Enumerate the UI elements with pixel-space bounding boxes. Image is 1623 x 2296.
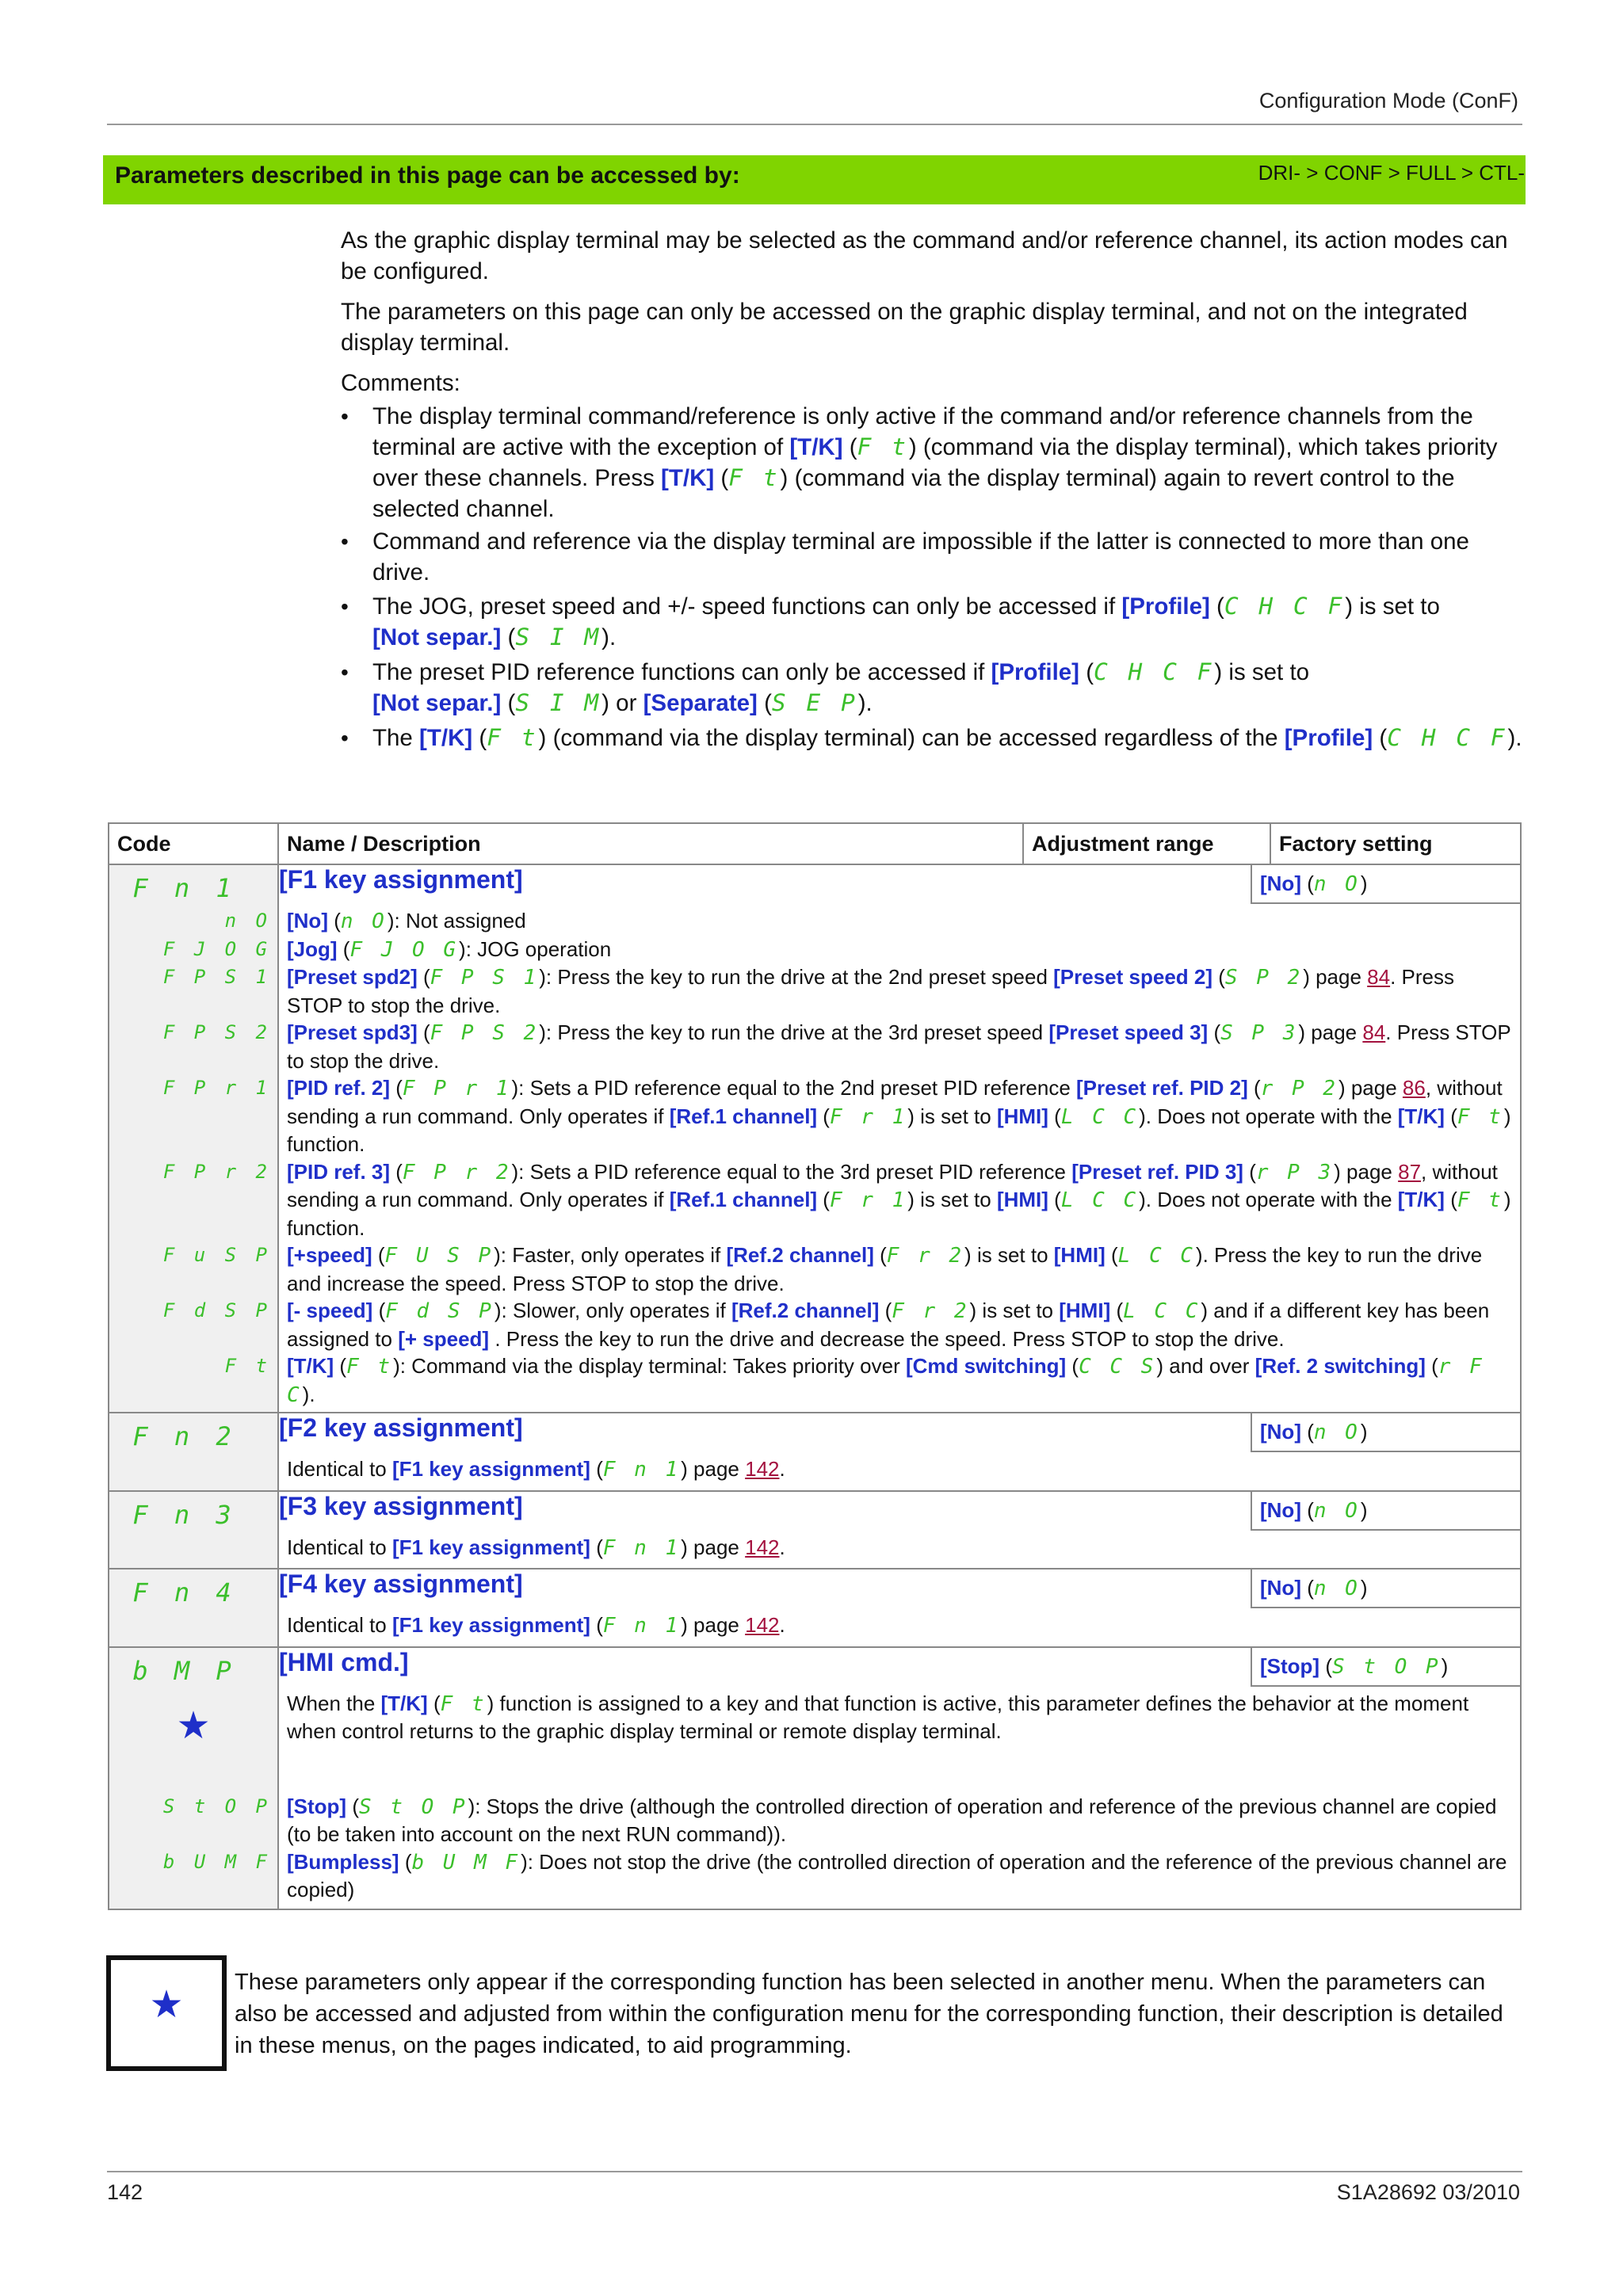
comments-label: Comments:: [341, 370, 460, 396]
description-text: : Sets a PID reference equal to the 2nd preset PID reference: [518, 1076, 1077, 1100]
description-text: : Stops the drive (although the controlled direction of operation and reference of the previous channel are copied (to be taken into account on the next RUN command)).: [287, 1794, 1497, 1846]
table-row: [109, 1413, 1521, 1491]
factory-setting: [No] (n O): [1251, 1569, 1520, 1608]
factory-setting: [No] (n O): [1251, 865, 1520, 903]
factory-setting: [No] (n O): [1251, 1413, 1520, 1451]
param-code: b M P: [132, 1655, 237, 1686]
param-name: [F4 key assignment]: [279, 1569, 523, 1598]
page-link[interactable]: 142: [745, 1613, 780, 1637]
bullet-dot: •: [341, 594, 349, 619]
code-cell: [109, 1647, 278, 1909]
param-name: [F2 key assignment]: [279, 1413, 523, 1442]
col-header-range: Adjustment range: [1023, 823, 1270, 864]
col-header-factory: Factory setting: [1270, 823, 1521, 864]
description-text: . Press the key to run the drive and increase the speed. Press STOP to stop the drive.: [287, 1243, 1483, 1295]
list-item: [287, 1019, 1512, 1074]
list-item: [287, 1793, 1512, 1848]
param-code: (F r 2): [884, 1299, 977, 1323]
param-label: [PID ref. 3]: [287, 1159, 396, 1184]
param-code: (F U S P): [377, 1243, 501, 1268]
bullet-dot: •: [341, 529, 349, 554]
bullet-5: The [T/K] (F t) (command via the display terminal) can be accessed regardless of the [Profile] (C H C F).: [372, 724, 1522, 751]
param-code: (F d S P): [378, 1299, 502, 1323]
param-label: [Preset ref. PID 2]: [1076, 1076, 1254, 1100]
param-code: (L C C): [1110, 1243, 1203, 1268]
description-text: : Does not stop the drive (the controlled direction of operation and the reference of the previous channel are copied): [287, 1849, 1507, 1901]
page-link[interactable]: 84: [1362, 1020, 1386, 1044]
code-cell: [109, 1413, 278, 1491]
param-name: [HMI cmd.]: [279, 1647, 409, 1676]
option-code: F u S P: [162, 1244, 271, 1266]
description-text: . Does not operate with the: [1145, 1104, 1398, 1128]
param-code: (F J O G): [342, 936, 466, 962]
param-label: [Ref. 2 switching]: [1254, 1354, 1432, 1378]
description-text: : JOG operation: [465, 936, 612, 961]
description-text: function.: [287, 1132, 365, 1156]
header-title: Configuration Mode (ConF): [1258, 89, 1518, 113]
bullet-1: The display terminal command/reference is only active if the command and/or reference channels from the terminal are active with the exception of [T/K] (F t) (command via the display terminal), which takes priority over these channels. Press [T/K] (F t) (command via the display terminal) again to revert control to the selected channel.: [372, 403, 1498, 522]
desc-cell: [278, 1569, 1521, 1647]
identical-note: Identical to [F1 key assignment] (F n 1) page 142.: [287, 1613, 785, 1638]
param-label: [Cmd switching]: [905, 1354, 1072, 1378]
param-label: [Preset speed 2]: [1053, 965, 1219, 989]
list-item: [287, 1241, 1512, 1297]
param-code: (S t O P): [352, 1794, 475, 1819]
param-label: [Stop]: [287, 1794, 353, 1818]
page-number: 142: [107, 2180, 143, 2204]
param-code: (L C C): [1116, 1299, 1209, 1323]
option-code: n O: [224, 910, 271, 932]
param-code: (F r 1): [823, 1188, 915, 1212]
page-link[interactable]: 142: [745, 1457, 780, 1481]
param-label: [+ speed]: [398, 1326, 495, 1351]
list-item: [287, 1352, 1512, 1409]
description-text: : Command via the display terminal: Takes priority over: [399, 1354, 906, 1378]
param-label: [T/K]: [287, 1354, 340, 1378]
bullet-dot: •: [341, 404, 349, 429]
code-cell: [109, 1569, 278, 1647]
code-cell: [109, 864, 278, 1413]
footer-divider: [107, 2171, 1522, 2172]
description-text: page: [1340, 1159, 1399, 1184]
bullet-3: The JOG, preset speed and +/- speed functions can only be accessed if [Profile] (C H C F) is set to [Not separ.] (S I M).: [372, 593, 1440, 650]
param-name: [F1 key assignment]: [279, 865, 523, 894]
factory-setting: [Stop] (S t O P): [1251, 1648, 1520, 1686]
param-label: [T/K]: [1397, 1104, 1451, 1128]
note-box: [106, 1955, 227, 2071]
star-icon: ★: [176, 1704, 211, 1747]
description-text: , without sending a run command. Only operates if: [287, 1159, 1498, 1211]
option-code: S t O P: [162, 1794, 271, 1817]
param-label: [Bumpless]: [287, 1849, 405, 1874]
param-code: (F P r 1): [395, 1076, 519, 1100]
option-code: F d S P: [162, 1299, 271, 1322]
note-text: These parameters only appear if the corresponding function has been selected in another menu. When the parameters can also be accessed and adjusted from within the configuration menu for the corresponding function, their description is detailed in these menus, on the pages indicated, to aid programming.: [235, 1970, 1503, 2058]
description-text: : Faster, only operates if: [500, 1243, 727, 1267]
table-row: [109, 1569, 1521, 1647]
param-code: (F P S 1): [422, 965, 546, 990]
option-list: [279, 904, 1520, 1412]
option-code: F P r 1: [162, 1077, 271, 1099]
option-list: [279, 1790, 1520, 1909]
param-code: (F P S 2): [422, 1020, 546, 1045]
param-label: [Ref.1 channel]: [669, 1104, 823, 1128]
description-text: and if a different key has been assigned to: [287, 1299, 1490, 1351]
param-code: (L C C): [1054, 1104, 1146, 1129]
param-label: [Preset spd2]: [287, 965, 423, 989]
identical-note: Identical to [F1 key assignment] (F n 1) page 142.: [287, 1457, 785, 1482]
list-item: [287, 1848, 1512, 1904]
param-code: (L C C): [1054, 1188, 1146, 1212]
table-row: [109, 1491, 1521, 1569]
desc-cell: [278, 864, 1521, 1413]
param-code: F n 4: [132, 1577, 237, 1608]
param-label: [No]: [287, 909, 334, 933]
param-code: F n 3: [132, 1499, 237, 1530]
param-code: (F P r 2): [395, 1159, 519, 1184]
description-text: . Does not operate with the: [1145, 1188, 1398, 1211]
param-code: (F r 2): [880, 1243, 972, 1268]
option-codes: [109, 1748, 277, 1873]
bullet-dot: •: [341, 660, 349, 685]
identical-note: Identical to [F1 key assignment] (F n 1) page 142.: [287, 1535, 785, 1560]
description-text: is set to: [971, 1243, 1054, 1267]
table-row: [109, 864, 1521, 1413]
option-code: F J O G: [162, 937, 271, 960]
table-row: [109, 1647, 1521, 1909]
page-link[interactable]: 84: [1367, 965, 1391, 989]
description-text: is set to: [976, 1299, 1060, 1322]
param-code: F n 2: [132, 1421, 237, 1451]
description-text: . Press STOP to stop the drive.: [287, 965, 1454, 1017]
param-name: [F3 key assignment]: [279, 1491, 523, 1520]
header-divider: [107, 124, 1522, 125]
col-header-name: Name / Description: [278, 823, 1023, 864]
col-header-code: Code: [109, 823, 278, 864]
list-item: [287, 1158, 1512, 1242]
param-label: [HMI]: [996, 1104, 1055, 1128]
page-link[interactable]: 142: [745, 1535, 780, 1559]
intro-paragraph-2: The parameters on this page can only be accessed on the graphic display terminal, and not on the integrated display terminal.: [341, 299, 1468, 356]
param-description: [279, 1687, 1520, 1790]
description-text: . Press STOP to stop the drive.: [287, 1020, 1511, 1073]
param-code: (F r 1): [823, 1104, 915, 1129]
param-label: [PID ref. 2]: [287, 1076, 396, 1100]
param-label: [Ref.2 channel]: [731, 1299, 885, 1322]
description-text: : Not assigned: [394, 909, 526, 933]
param-label: [Jog]: [287, 936, 343, 961]
bullet-dot: •: [341, 726, 349, 750]
option-code: F P r 2: [162, 1160, 271, 1183]
option-code: F t: [224, 1355, 271, 1377]
description-text: When the: [287, 1691, 381, 1715]
document-reference: S1A28692 03/2010: [1336, 2180, 1520, 2204]
param-code: (F t): [1450, 1188, 1511, 1212]
bullet-4: The preset PID reference functions can only be accessed if [Profile] (C H C F) is set to [Not separ.] (S I M) or [Separate] (S E P).: [372, 658, 1310, 716]
param-code: (C C S): [1071, 1354, 1164, 1379]
description-text: .: [309, 1382, 315, 1406]
param-label: [HMI]: [1053, 1243, 1111, 1267]
param-label: [Preset speed 3]: [1048, 1020, 1214, 1044]
description-text: page: [1309, 965, 1368, 989]
description-text: : Press the key to run the drive at the 3rd preset speed: [545, 1020, 1049, 1044]
option-codes: [109, 903, 277, 1377]
param-code: (F t): [339, 1354, 400, 1379]
param-label: [- speed]: [287, 1299, 379, 1322]
description-text: function is assigned to a key and that function is active, this parameter defines the behavior at the moment when control returns to the graphic display terminal or remote display terminal.: [287, 1691, 1469, 1743]
param-code: (n O): [334, 909, 395, 933]
description-text: : Slower, only operates if: [501, 1299, 731, 1322]
parameter-table: [108, 822, 1522, 1910]
code-cell: [109, 1491, 278, 1569]
param-label: [HMI]: [1059, 1299, 1117, 1322]
description-text: page: [1305, 1020, 1363, 1044]
description-text: , without sending a run command. Only operates if: [287, 1076, 1503, 1128]
param-code: (r P 2): [1254, 1076, 1346, 1100]
page-link[interactable]: 86: [1402, 1076, 1426, 1100]
param-code: (b U M F): [404, 1849, 528, 1875]
param-label: [Preset spd3]: [287, 1020, 423, 1044]
param-label: [Ref.1 channel]: [669, 1188, 823, 1211]
list-item: [287, 1074, 1512, 1158]
description-text: is set to: [914, 1104, 997, 1128]
list-item: [287, 907, 1512, 936]
description-text: : Sets a PID reference equal to the 3rd preset PID reference: [518, 1159, 1072, 1184]
option-code: b U M F: [162, 1850, 271, 1873]
param-code: (S P 3): [1213, 1020, 1306, 1045]
page-link[interactable]: 87: [1398, 1159, 1422, 1184]
option-code: F P S 1: [162, 966, 271, 988]
menu-path: DRI- > CONF > FULL > CTL-: [1258, 161, 1525, 185]
banner-title: Parameters described in this page can be accessed by:: [115, 162, 740, 189]
param-code: (F t): [1450, 1104, 1511, 1129]
desc-cell: [278, 1647, 1521, 1909]
description-text: page: [1345, 1076, 1403, 1100]
param-label: [+speed]: [287, 1243, 378, 1267]
option-code: F P S 2: [162, 1021, 271, 1043]
description-text: . Press the key to run the drive and decrease the speed. Press STOP to stop the drive.: [495, 1326, 1285, 1351]
list-item: [287, 963, 1512, 1019]
param-label: [T/K]: [380, 1691, 433, 1715]
description-text: is set to: [914, 1188, 997, 1211]
intro-paragraph-1: As the graphic display terminal may be selected as the command and/or reference channel, its action modes can be configured.: [341, 227, 1508, 284]
list-item: [287, 1297, 1512, 1352]
factory-setting: [No] (n O): [1251, 1492, 1520, 1530]
param-code: (r F C): [287, 1354, 1485, 1407]
star-icon: ★: [149, 1984, 184, 2026]
description-text: function.: [287, 1215, 365, 1240]
bullet-2: Command and reference via the display terminal are impossible if the latter is connected to more than one drive.: [372, 528, 1469, 585]
param-code: (F t): [433, 1691, 495, 1716]
param-code: F n 1: [132, 873, 237, 903]
description-text: : Press the key to run the drive at the 2nd preset speed: [545, 965, 1054, 989]
table-header-row: [109, 823, 1521, 864]
description-text: and over: [1163, 1354, 1255, 1378]
desc-cell: [278, 1413, 1521, 1491]
param-label: [T/K]: [1397, 1188, 1451, 1211]
list-item: [287, 936, 1512, 964]
desc-cell: [278, 1491, 1521, 1569]
param-label: [Preset ref. PID 3]: [1071, 1159, 1250, 1184]
param-label: [HMI]: [996, 1188, 1055, 1211]
param-code: (S P 2): [1218, 965, 1310, 990]
param-code: (r P 3): [1249, 1159, 1341, 1184]
param-label: [Ref.2 channel]: [726, 1243, 880, 1267]
